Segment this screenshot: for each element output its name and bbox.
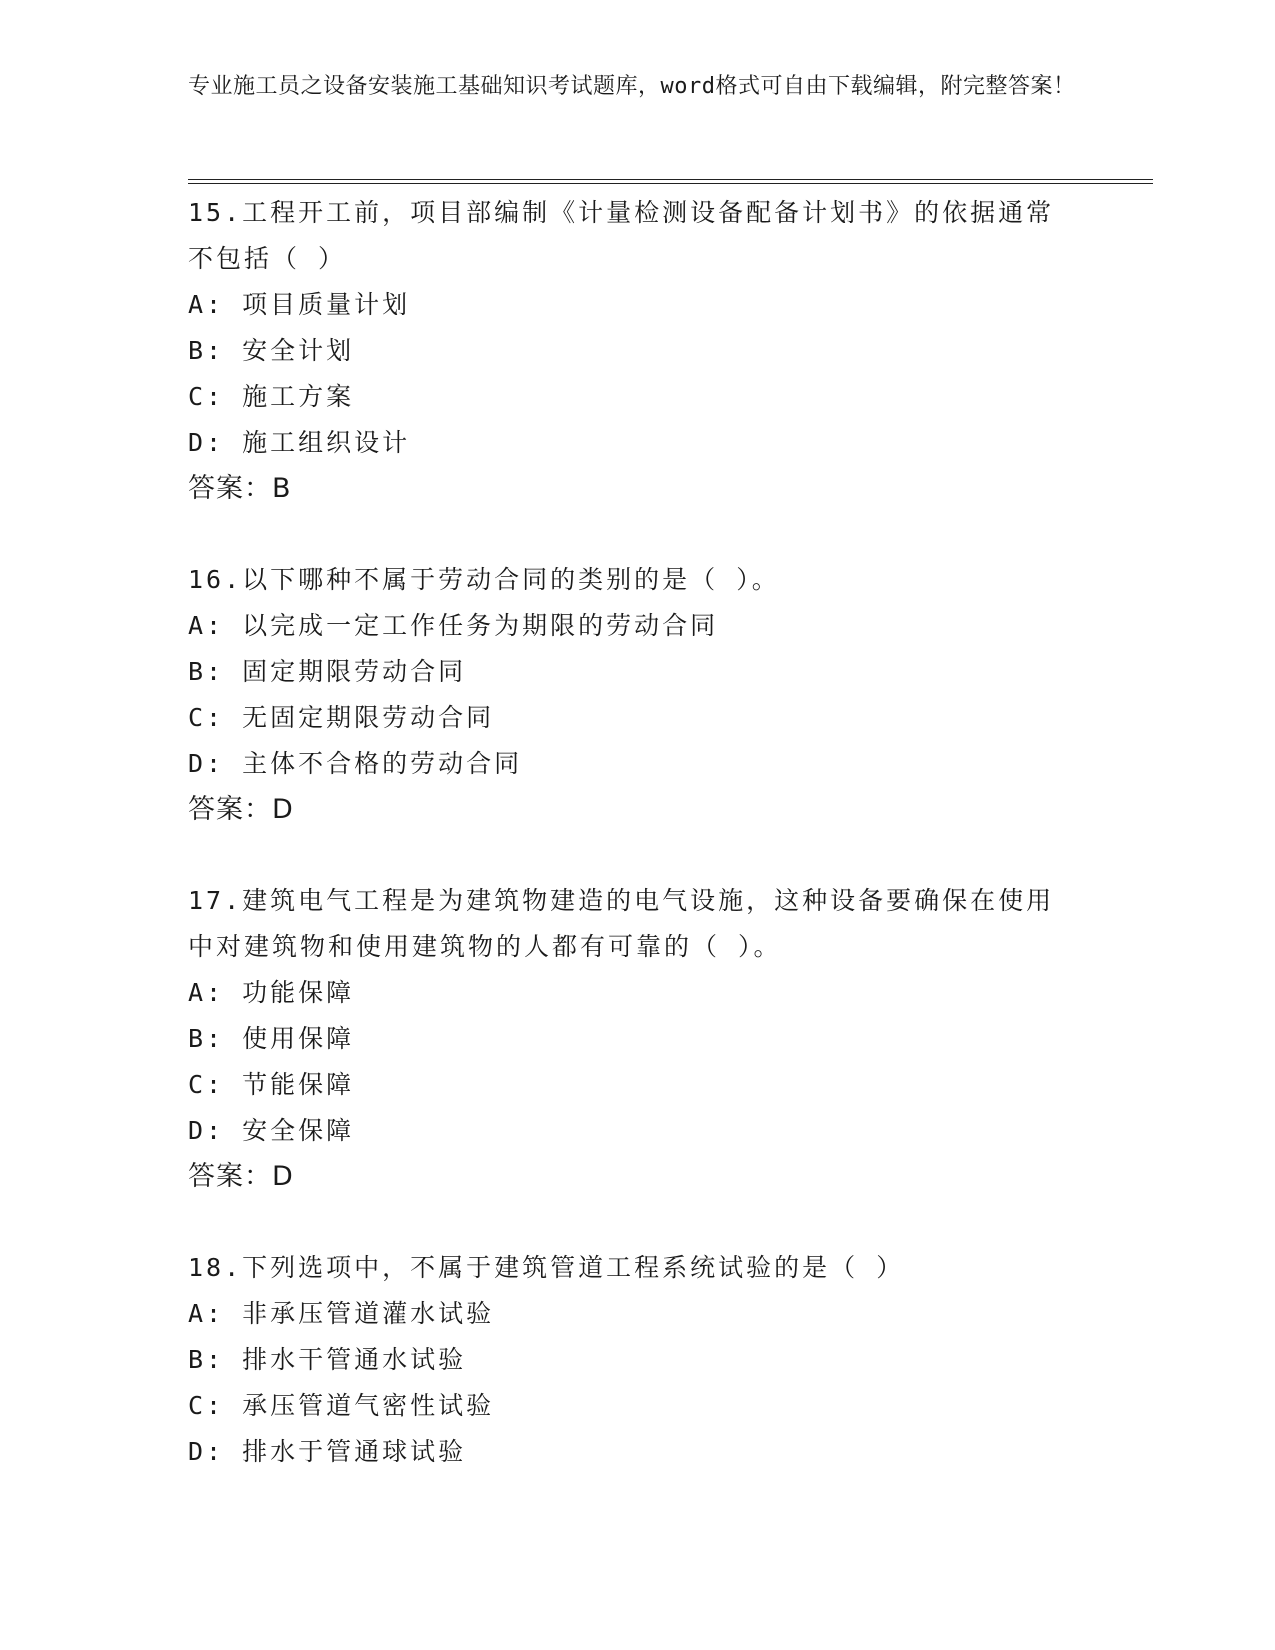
question-18	[188, 1245, 1088, 1475]
question-stem: 16.以下哪种不属于劳动合同的类别的是（ ）。	[188, 565, 780, 594]
option-d: D: 安全保障	[188, 1116, 355, 1145]
question-list	[188, 190, 1088, 1520]
option-d: D: 排水于管通球试验	[188, 1437, 467, 1466]
question-stem: 15.工程开工前，项目部编制《计量检测设备配备计划书》的依据通常不包括（ ）	[188, 198, 1055, 273]
document-header: 专业施工员之设备安装施工基础知识考试题库，word格式可自由下载编辑，附完整答案！	[188, 74, 1076, 99]
header-divider-top	[188, 179, 1153, 180]
option-b: B: 使用保障	[188, 1024, 355, 1053]
option-c: C: 承压管道气密性试验	[188, 1391, 495, 1420]
answer: 答案：D	[188, 1161, 294, 1192]
option-b: B: 安全计划	[188, 336, 355, 365]
option-d: D: 施工组织设计	[188, 428, 411, 457]
option-c: C: 无固定期限劳动合同	[188, 703, 495, 732]
option-a: A: 功能保障	[188, 978, 355, 1007]
option-b: B: 固定期限劳动合同	[188, 657, 467, 686]
option-a: A: 以完成一定工作任务为期限的劳动合同	[188, 611, 719, 640]
question-17	[188, 878, 1088, 1200]
question-15	[188, 190, 1088, 512]
answer: 答案：D	[188, 794, 294, 825]
question-stem: 18.下列选项中，不属于建筑管道工程系统试验的是（ ）	[188, 1253, 905, 1282]
option-a: A: 非承压管道灌水试验	[188, 1299, 495, 1328]
option-a: A: 项目质量计划	[188, 290, 411, 319]
option-b: B: 排水干管通水试验	[188, 1345, 467, 1374]
option-d: D: 主体不合格的劳动合同	[188, 749, 523, 778]
header-divider-bottom	[188, 183, 1153, 184]
answer: 答案：B	[188, 473, 292, 504]
question-stem: 17.建筑电气工程是为建筑物建造的电气设施，这种设备要确保在使用中对建筑物和使用建筑物的人都有可靠的（ ）。	[188, 886, 1055, 961]
question-16	[188, 557, 1088, 833]
option-c: C: 节能保障	[188, 1070, 355, 1099]
option-c: C: 施工方案	[188, 382, 355, 411]
